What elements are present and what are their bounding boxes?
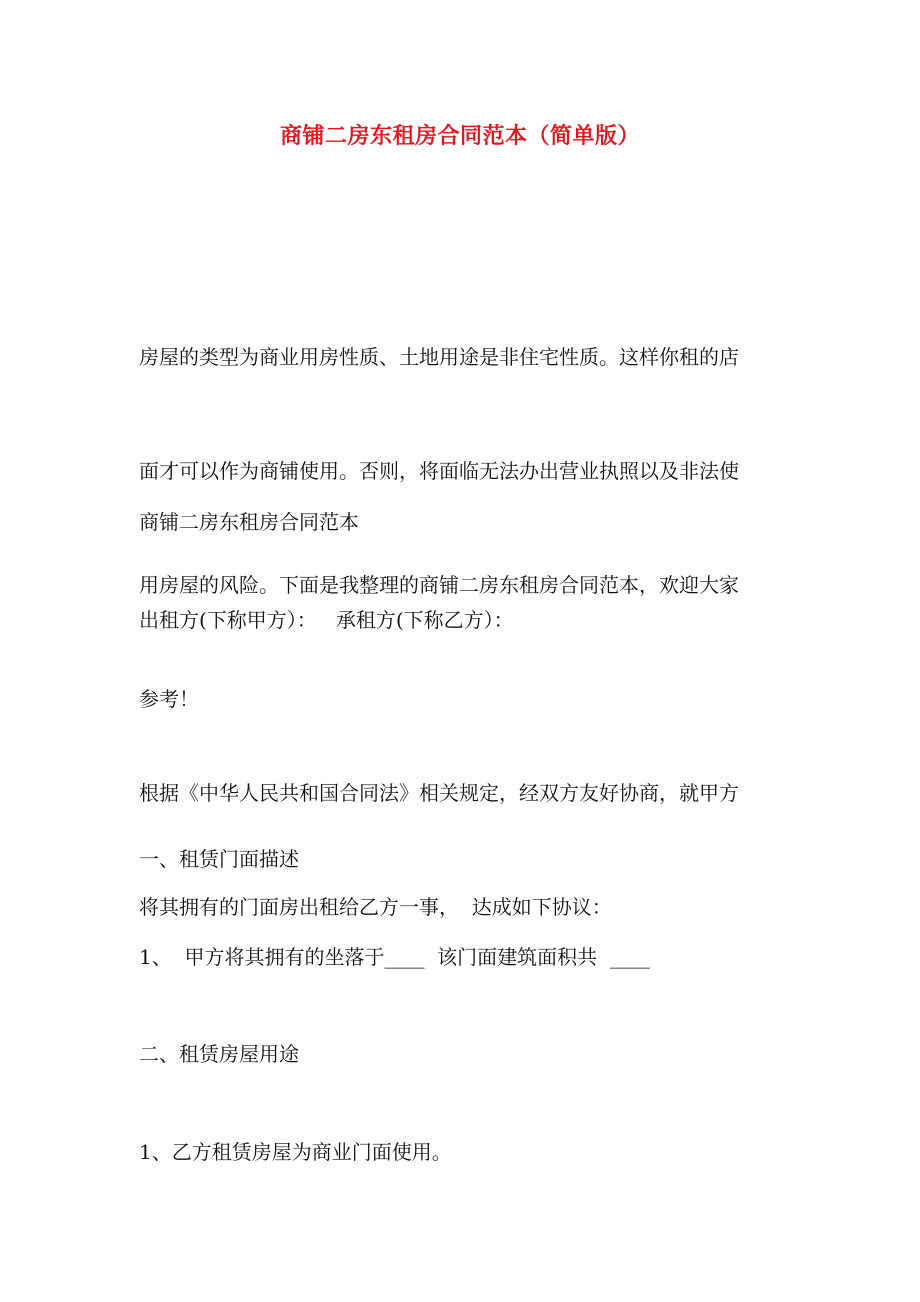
section2-heading: 二、租赁房屋用途: [139, 1042, 299, 1066]
basis-line: 根据《中华人民共和国合同法》相关规定，经双方友好协商，就甲方: [139, 781, 739, 805]
section1-item1: 1、 甲方将其拥有的坐落于____ 该门面建筑面积共 ____: [139, 945, 650, 969]
document-title: 商铺二房东租房合同范本（简单版）: [279, 123, 640, 149]
contract-subtitle: 商铺二房东租房合同范本: [139, 510, 359, 534]
intro-line: 房屋的类型为商业用房性质、土地用途是非住宅性质。这样你租的店: [139, 345, 739, 369]
section1-heading: 一、租赁门面描述: [139, 847, 299, 871]
basis-line: 将其拥有的门面房出租给乙方一事， 达成如下协议：: [139, 895, 612, 919]
section2-item1: 1、乙方租赁房屋为商业门面使用。: [139, 1140, 452, 1164]
parties-line: 出租方(下称甲方）： 承租方(下称乙方）：: [139, 608, 514, 632]
intro-line: 参考！: [139, 687, 199, 711]
intro-line: 用房屋的风险。下面是我整理的商铺二房东租房合同范本，欢迎大家: [139, 573, 739, 597]
intro-line: 面才可以作为商铺使用。否则，将面临无法办出营业执照以及非法使: [139, 459, 739, 483]
